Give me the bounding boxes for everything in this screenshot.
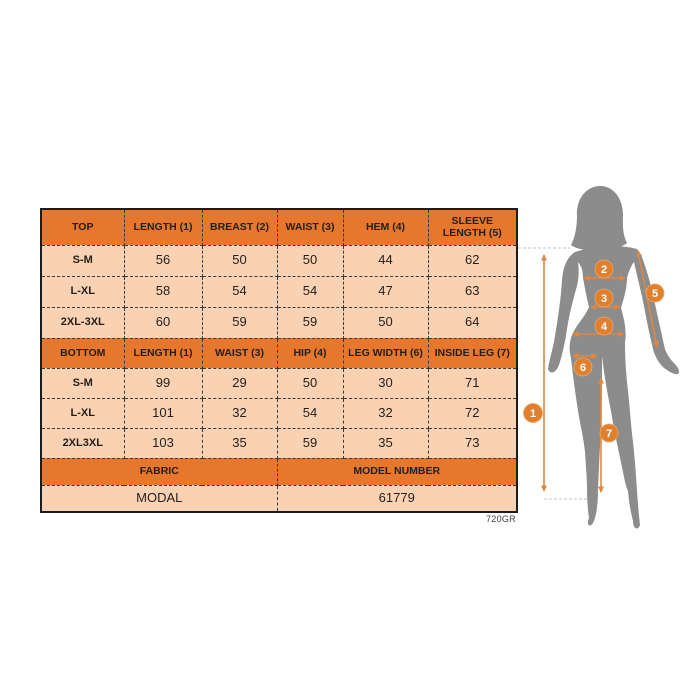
value-cell: 58 <box>124 276 202 307</box>
svg-text:1: 1 <box>529 408 537 420</box>
value-cell: 32 <box>202 398 277 428</box>
marker-1 <box>524 404 543 423</box>
info-value-row <box>41 485 517 512</box>
value-cell: 50 <box>277 368 343 398</box>
value-cell: 35 <box>343 428 428 458</box>
header-cell: INSIDE LEG (7) <box>428 338 517 368</box>
bottom-header-row <box>41 338 517 368</box>
value-cell: 50 <box>277 245 343 276</box>
table-row <box>41 398 517 428</box>
svg-text:4: 4 <box>600 321 608 333</box>
table-row <box>41 245 517 276</box>
value-cell: 71 <box>428 368 517 398</box>
table-row <box>41 276 517 307</box>
value-cell: 99 <box>124 368 202 398</box>
value-cell: 56 <box>124 245 202 276</box>
measurement-figure-svg <box>515 170 700 560</box>
header-cell: HEM (4) <box>343 209 428 245</box>
value-cell: 29 <box>202 368 277 398</box>
size-label-cell: L-XL <box>41 398 124 428</box>
value-cell: 59 <box>277 428 343 458</box>
header-cell: BOTTOM <box>41 338 124 368</box>
value-cell: 59 <box>202 307 277 338</box>
header-cell: LEG WIDTH (6) <box>343 338 428 368</box>
header-cell: LENGTH (1) <box>124 338 202 368</box>
svg-text:3: 3 <box>600 293 608 305</box>
header-cell: WAIST (3) <box>277 209 343 245</box>
header-cell: SLEEVE LENGTH (5) <box>428 209 517 245</box>
header-cell: TOP <box>41 209 124 245</box>
value-cell: 50 <box>202 245 277 276</box>
model-header-cell: MODEL NUMBER <box>277 458 517 485</box>
svg-text:5: 5 <box>651 288 659 300</box>
value-cell: 54 <box>277 398 343 428</box>
size-label-cell: S-M <box>41 368 124 398</box>
model-value-cell: 61779 <box>277 485 517 512</box>
size-label-cell: 2XL3XL <box>41 428 124 458</box>
marker-3 <box>595 289 613 307</box>
marker-5 <box>646 284 664 302</box>
marker-2 <box>595 260 613 278</box>
size-chart-table <box>40 208 518 513</box>
measurement-figure-panel <box>515 170 700 560</box>
header-cell: BREAST (2) <box>202 209 277 245</box>
svg-text:2: 2 <box>600 264 608 276</box>
value-cell: 35 <box>202 428 277 458</box>
marker-4 <box>595 317 613 335</box>
value-cell: 64 <box>428 307 517 338</box>
value-cell: 54 <box>277 276 343 307</box>
value-cell: 32 <box>343 398 428 428</box>
info-header-row <box>41 458 517 485</box>
table-row <box>41 428 517 458</box>
value-cell: 30 <box>343 368 428 398</box>
fabric-header-cell: FABRIC <box>41 458 277 485</box>
table-row <box>41 368 517 398</box>
value-cell: 44 <box>343 245 428 276</box>
size-label-cell: 2XL-3XL <box>41 307 124 338</box>
value-cell: 62 <box>428 245 517 276</box>
value-cell: 60 <box>124 307 202 338</box>
svg-text:7: 7 <box>605 428 613 440</box>
header-cell: LENGTH (1) <box>124 209 202 245</box>
value-cell: 73 <box>428 428 517 458</box>
header-cell: HIP (4) <box>277 338 343 368</box>
value-cell: 54 <box>202 276 277 307</box>
weight-footnote: 720GR <box>485 514 516 524</box>
value-cell: 101 <box>124 398 202 428</box>
size-label-cell: S-M <box>41 245 124 276</box>
marker-6 <box>574 358 592 376</box>
table-row <box>41 307 517 338</box>
value-cell: 72 <box>428 398 517 428</box>
svg-text:6: 6 <box>579 362 587 374</box>
value-cell: 103 <box>124 428 202 458</box>
size-label-cell: L-XL <box>41 276 124 307</box>
woman-silhouette-head <box>571 186 627 251</box>
value-cell: 47 <box>343 276 428 307</box>
value-cell: 50 <box>343 307 428 338</box>
fabric-value-cell: MODAL <box>41 485 277 512</box>
header-cell: WAIST (3) <box>202 338 277 368</box>
value-cell: 59 <box>277 307 343 338</box>
marker-7 <box>600 424 618 442</box>
top-header-row <box>41 209 517 245</box>
value-cell: 63 <box>428 276 517 307</box>
